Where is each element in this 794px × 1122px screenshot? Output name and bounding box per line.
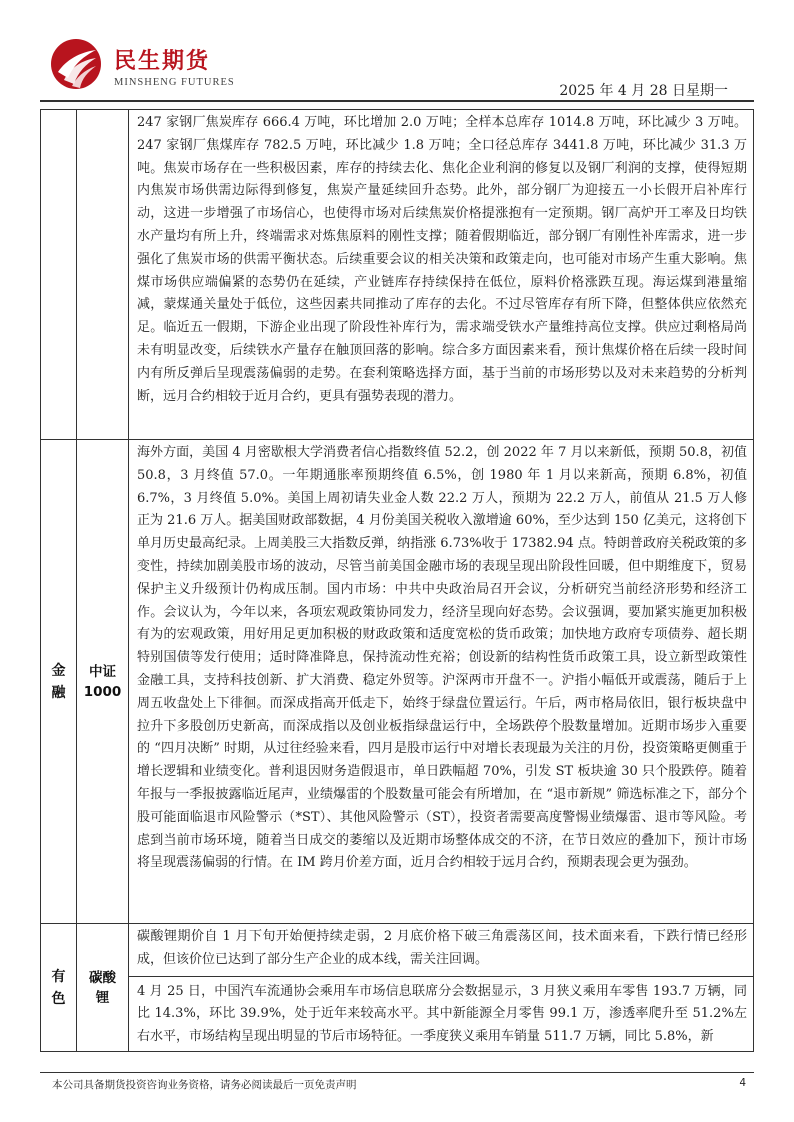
table-row: [41, 110, 754, 440]
product-cell: 中证 1000: [77, 440, 129, 924]
page-header: [0, 0, 794, 104]
footer-disclaimer: 本公司具备期货投资咨询业务资格，请务必阅读最后一页免责声明: [52, 1079, 357, 1091]
commentary-paragraph: 4 月 25 日，中国汽车流通协会乘用车市场信息联席分会数据显示，3 月狭义乘用车零售 193.7 万辆，同比 14.3%，环比 39.9%，处于近年来较高水平。其中新能源全月零售 99.1 万，渗透率爬升至 51.2%左右水平，市场结构呈现出明显的节后市场特征。一季度狭义乘用车销量 511.7 万辆，同比 5.8%，新: [129, 976, 753, 1049]
product-cell: 碳酸锂: [77, 924, 129, 1052]
product-cell: [77, 110, 129, 440]
commentary-paragraph: 海外方面，美国 4 月密歇根大学消费者信心指数终值 52.2，创 2022 年 7 月以来新低，预期 50.8，初值 50.8，3 月终值 57.0。一年期通胀率预期终值 6.5%，创 1980 年 1 月以来新高，预期 6.8%，初值 6.7%，3 月终值 5.0%。美国上周初请失业金人数 22.2 万人，预期为 22.2 万人，前值从 21.5 万人修正为 21.6 万人。据美国财政部数据，4 月份美国关税收入激增逾 60%，至少达到 150 亿美元，这将创下单月历史最高纪录。上周美股三大指数反弹，纳指涨 6.73%收于 17382.94 点。特朗普政府关税政策的多变性，持续加剧美股市场的波动，尽管当前美国金融市场的表现呈现出阶段性回暖，但中期维度下，贸易保护主义升级预计仍构成压制。国内市场：中共中央政治局召开会议，分析研究当前经济形势和经济工作。会议认为，今年以来，各项宏观政策协同发力，经济呈现向好态势。会议强调，要加紧实施更加积极有为的宏观政策，用好用足更加积极的财政政策和适度宽松的货币政策；加快地方政府专项债券、超长期特别国债等发行使用；适时降准降息，保持流动性充裕；创设新的结构性货币政策工具，设立新型政策性金融工具，支持科技创新、扩大消费、稳定外贸等。沪深两市开盘不一。沪指小幅低开或震荡，随后于上周五收盘处上下徘徊。而深成指高开低走下，始终于绿盘位置运行。午后，两市格局依旧，银行板块盘中拉升下多股创历史新高，而深成指以及创业板指绿盘运行中，全场跌停个股数量增加。近期市场步入重要的 “四月决断” 时期，从过往经验来看，四月是股市运行中对增长表现最为关注的月份，投资策略更侧重于增长逻辑和业绩变化。普利退因财务造假退市，单日跌幅超 70%，引发 ST 板块逾 30 只个股跌停。随着年报与一季报披露临近尾声，业绩爆雷的个股数量可能会有所增加，在 “退市新规” 筛选标准之下，部分个股可能面临退市风险警示（*ST）、其他风险警示（ST），投资者需要高度警惕业绩爆雷、退市等风险。考虑到当前市场环境，随着当日成交的萎缩以及近期市场整体成交的不济，在节日效应的叠加下，预计市场将呈现震荡偏弱的行情。在 IM 跨月价差方面，近月合约相较于远月合约，预期表现会更为强劲。: [137, 445, 747, 871]
footer-divider: [40, 1072, 754, 1073]
sector-cell: [41, 110, 77, 440]
table-row: [41, 440, 754, 924]
minsheng-logo-icon: [50, 38, 102, 90]
page-number: 4: [739, 1077, 746, 1089]
brand-name-cn: 民生期货: [114, 49, 211, 74]
commentary-cell: [129, 440, 754, 924]
sector-cell: 金融: [41, 440, 77, 924]
report-date: 2025 年 4 月 28 日星期一: [559, 83, 728, 99]
header-divider: [40, 100, 754, 102]
commentary-cell: [129, 924, 754, 1052]
commentary-cell: [129, 110, 754, 440]
commentary-paragraph: 247 家钢厂焦炭库存 666.4 万吨，环比增加 2.0 万吨；全样本总库存 1014.8 万吨，环比减少 3 万吨。247 家钢厂焦煤库存 782.5 万吨，环比减少 1.8 万吨；全口径总库存 3441.8 万吨，环比减少 31.3 万吨。焦炭市场存在一些积极因素，库存的持续去化、焦化企业利润的修复以及钢厂利润的支撑，使得短期内焦炭市场供需边际得到修复，焦炭产量延续回升态势。此外，部分钢厂为迎接五一小长假开启补库行动，这进一步增强了市场信心，也使得市场对后续焦炭价格提涨抱有一定预期。钢厂高炉开工率及日均铁水产量均有所上升，终端需求对炼焦原料的刚性支撑；随着假期临近，部分钢厂有刚性补库需求，进一步强化了焦炭市场的供需平衡状态。后续重要会议的相关决策和政策走向，也可能对市场产生重大影响。焦煤市场供应端偏紧的态势仍在延续，产业链库存持续保持在低位，原料价格涨跌互现。海运煤到港量缩减，蒙煤通关量处于低位，这些因素共同推动了库存的去化。不过尽管库存有所下降，但整体供应依然充足。临近五一假期，下游企业出现了阶段性补库行为，需求端受铁水产量维持高位支撑。供应过剩格局尚未有明显改变，后续铁水产量存在触顶回落的影响。综合多方面因素来看，预计焦煤价格在后续一段时间内有所反弹后呈现震荡偏弱的走势。在套利策略选择方面，基于当前的市场形势以及对未来趋势的分析判断，远月合约相较于近月合约，更具有强势表现的潜力。: [137, 115, 747, 404]
strategy-table: [40, 109, 754, 1052]
table-row: [41, 924, 754, 1052]
commentary-paragraph: 碳酸锂期价自 1 月下旬开始便持续走弱，2 月底价格下破三角震荡区间，技术面来看，下跌行情已经形成，但该价位已达到了部分生产企业的成本线，需关注回调。: [137, 929, 747, 967]
sector-cell: 有色: [41, 924, 77, 1052]
brand-name-en: MINSHENG FUTURES: [114, 77, 235, 88]
